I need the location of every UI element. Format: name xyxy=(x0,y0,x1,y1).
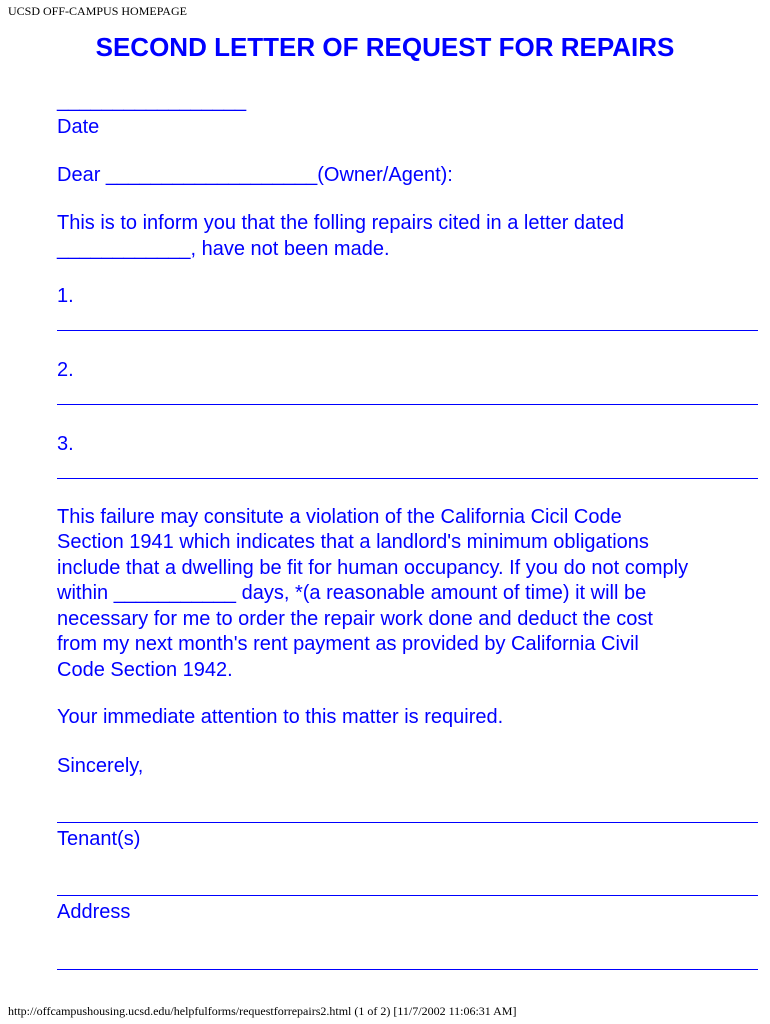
page-header-title: UCSD OFF-CAMPUS HOMEPAGE xyxy=(8,4,187,18)
salutation: Dear ___________________(Owner/Agent): xyxy=(57,164,453,186)
attention-line: Your immediate attention to this matter is required. xyxy=(57,706,504,728)
repair-item-1-line xyxy=(57,330,758,331)
document-title: SECOND LETTER OF REQUEST FOR REPAIRS xyxy=(95,32,675,62)
body-line-1: This failure may consitute a violation of the California Cicil Code xyxy=(57,506,622,528)
repair-item-2-line xyxy=(57,404,758,405)
tenant-signature-line xyxy=(57,822,758,823)
body-line-2: Section 1941 which indicates that a landlord's minimum obligations xyxy=(57,531,649,553)
intro-line-1: This is to inform you that the folling repairs cited in a letter dated xyxy=(57,212,624,234)
body-line-5: necessary for me to order the repair work done and deduct the cost xyxy=(57,608,653,630)
address-continuation-line xyxy=(57,969,758,970)
closing: Sincerely, xyxy=(57,755,144,777)
intro-line-2: ____________, have not been made. xyxy=(57,238,390,260)
tenant-label: Tenant(s) xyxy=(57,828,141,850)
footer-url: http://offcampushousing.ucsd.edu/helpfulforms/requestforrepairs2.html (1 of 2) [11/7/2002 11:06:31 AM] xyxy=(8,1004,517,1018)
repair-item-3-line xyxy=(57,478,758,479)
body-line-7: Code Section 1942. xyxy=(57,659,233,681)
body-line-6: from my next month's rent payment as provided by California Civil xyxy=(57,633,639,655)
repair-item-2-number: 2. xyxy=(57,359,74,381)
repair-item-3-number: 3. xyxy=(57,433,74,455)
body-line-3: include that a dwelling be fit for human occupancy. If you do not comply xyxy=(57,557,689,579)
body-line-4: within ___________ days, *(a reasonable amount of time) it will be xyxy=(57,582,647,604)
repair-item-1-number: 1. xyxy=(57,285,74,307)
address-label: Address xyxy=(57,901,131,923)
date-blank: _________________ xyxy=(57,90,247,112)
address-line xyxy=(57,895,758,896)
date-label: Date xyxy=(57,116,100,138)
